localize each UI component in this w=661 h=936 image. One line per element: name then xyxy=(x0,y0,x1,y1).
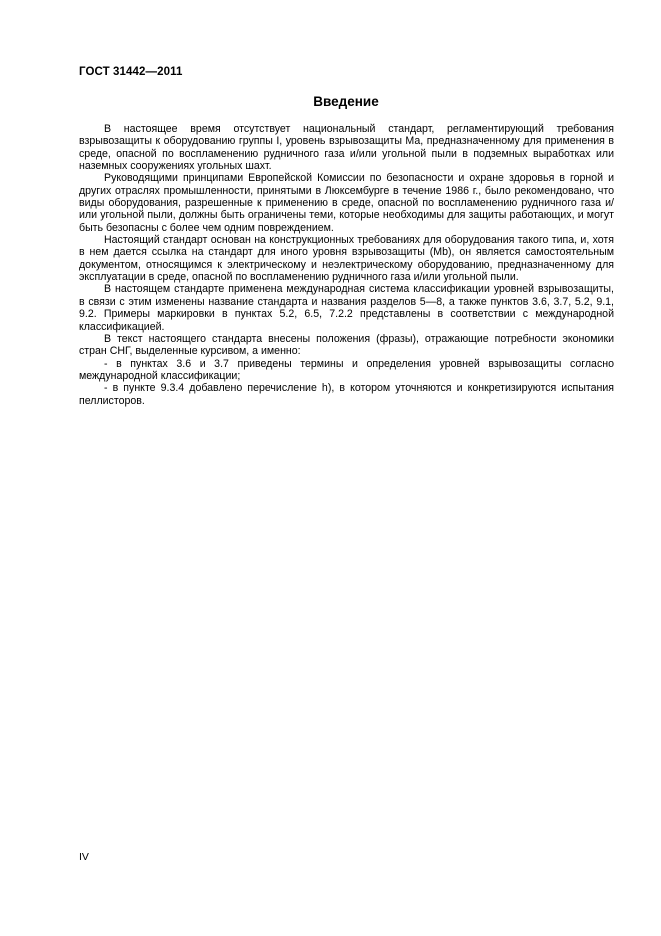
paragraph: Руководящими принципами Европейской Комиссии по безопасности и охране здоровья в горной и других отраслях промышленности, принятыми в Люксембурге в течение 1986 г., было рекомендовано, что виды оборудования, разрешенные к применению в среде, опасной по воспламенению рудничного газа и/или угольной пыли, должны быть ограничены теми, которые необходимы для защиты работающих, и могут быть безопасны с более чем одним повреждением. xyxy=(79,172,614,234)
section-title: Введение xyxy=(313,94,379,109)
paragraph: В настоящем стандарте применена международная система классификации уровней взрывозащиты, в связи с этим изменены название стандарта и названия разделов 5—8, а также пунктов 3.6, 3.7, 5.2, 9.1, 9.2. Примеры маркировки в пунктах 5.2, 6.5, 7.2.2 представлены в соответствии с международной классификацией. xyxy=(79,283,614,333)
introduction-body xyxy=(79,123,614,407)
standard-code: ГОСТ 31442—2011 xyxy=(79,66,183,78)
paragraph: В настоящее время отсутствует национальный стандарт, регламентирующий требования взрывозащиты к оборудованию группы I, уровень взрывозащиты Ма, предназначенному для применения в среде, опасной по воспламенению рудничного газа и/или угольной пыли в подземных выработках или наземных сооружениях угольных шахт. xyxy=(79,123,614,173)
paragraph: В текст настоящего стандарта внесены положения (фразы), отражающие потребности экономики стран СНГ, выделенные курсивом, а именно: xyxy=(79,332,614,358)
page-number: IV xyxy=(79,851,89,863)
paragraph: Настоящий стандарт основан на конструкционных требованиях для оборудования такого типа, и, хотя в нем дается ссылка на стандарт для иного уровня взрывозащиты (Mb), он является самостоятельным документом, относящимся к электрическому и неэлектрическому оборудованию, предназначенному для эксплуатации в среде, опасной по воспламенению рудничного газа и/или угольной пыли. xyxy=(79,234,614,284)
list-item: - в пунктах 3.6 и 3.7 приведены термины и определения уровней взрывозащиты согласно международной классификации; xyxy=(79,357,614,382)
list-item: - в пункте 9.3.4 добавлено перечисление h), в котором уточняются и конкретизируются испытания пеллисторов. xyxy=(79,382,614,407)
